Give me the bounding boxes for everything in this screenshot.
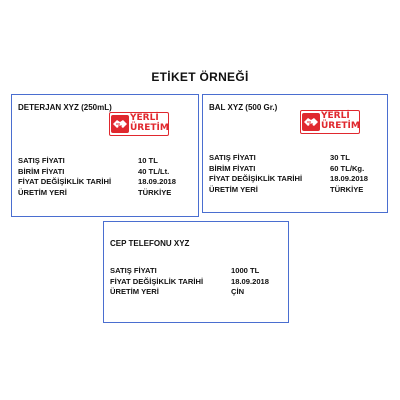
label-card-phone [103,221,289,323]
label-row [110,277,269,288]
row-value: 10 TL [138,156,158,165]
row-key: ÜRETİM YERİ [18,187,67,197]
row-value: ÇİN [231,287,245,296]
handshake-icon [111,115,129,133]
product-name: DETERJAN XYZ (250mL) [18,103,112,112]
label-card-honey [202,94,388,213]
badge-line-1: YERLİ [321,111,350,121]
row-value: 30 TL [330,153,350,162]
label-card-detergent [11,94,199,217]
yerli-uretim-badge [300,110,360,134]
label-row [209,164,368,175]
row-key: FİYAT DEĞİŞİKLİK TARİHİ [110,276,204,286]
handshake-icon [302,113,320,131]
label-row [209,153,368,164]
row-key: BİRİM FİYATI [209,163,256,173]
label-row [18,188,176,199]
label-row [110,287,269,298]
row-value: 40 TL/Lt. [138,166,170,176]
label-rows [209,153,368,195]
row-value: 18.09.2018 [138,177,177,186]
row-key: BİRİM FİYATI [18,166,65,176]
label-rows [18,156,176,198]
page-title: ETİKET ÖRNEĞİ [151,70,249,84]
badge-line-1: YERLİ [130,113,159,123]
label-row [209,185,368,196]
label-row [209,174,368,185]
row-value: 1000 TL [231,266,260,275]
row-key: SATIŞ FİYATI [18,156,65,165]
badge-line-2: ÜRETİM [321,120,360,131]
row-key: SATIŞ FİYATI [110,266,157,275]
row-value: 18.09.2018 [330,174,369,183]
product-name: CEP TELEFONU XYZ [110,239,190,248]
row-value: 18.09.2018 [231,276,270,286]
label-row [18,167,176,178]
yerli-uretim-badge [109,112,169,136]
product-name: BAL XYZ (500 Gr.) [209,103,278,112]
row-value: TÜRKİYE [330,184,364,194]
row-key: FİYAT DEĞİŞİKLİK TARİHİ [18,177,112,186]
label-row [110,266,269,277]
badge-line-2: ÜRETİM [130,122,169,133]
row-key: SATIŞ FİYATI [209,153,256,162]
label-rows [110,266,269,298]
row-key: ÜRETİM YERİ [209,184,258,194]
row-value: 60 TL/Kg. [330,163,365,173]
label-row [18,156,176,167]
row-key: ÜRETİM YERİ [110,287,159,296]
row-key: FİYAT DEĞİŞİKLİK TARİHİ [209,174,303,183]
label-row [18,177,176,188]
row-value: TÜRKİYE [138,187,172,197]
